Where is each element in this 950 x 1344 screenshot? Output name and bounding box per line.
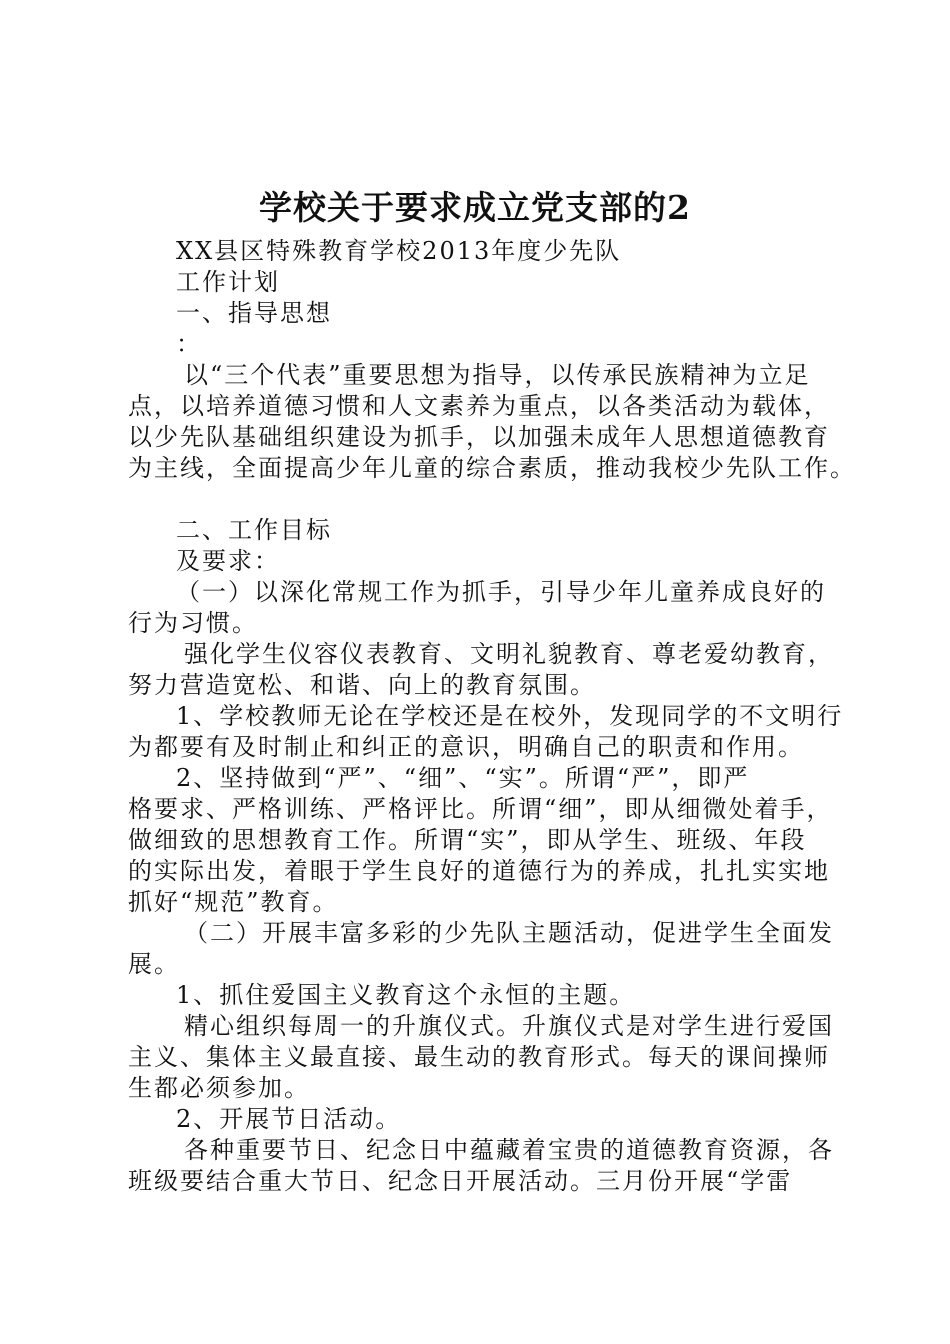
body-line: 行为习惯。	[128, 609, 258, 637]
document-title: 学校关于要求成立党支部的2	[259, 188, 691, 227]
body-line: 1、抓住爱国主义教育这个永恒的主题。	[176, 981, 636, 1009]
body-line: 精心组织每周一的升旗仪式。升旗仪式是对学生进行爱国	[184, 1012, 834, 1040]
body-line: 点，以培养道德习惯和人文素养为重点，以各类活动为载体，	[128, 392, 830, 420]
body-line: 以“三个代表”重要思想为指导，以传承民族精神为立足	[184, 361, 811, 389]
document-body	[128, 236, 856, 1197]
body-line: 班级要结合重大节日、纪念日开展活动。三月份开展“学雷	[128, 1167, 793, 1195]
body-line: 2、坚持做到“严”、“细”、“实”。所谓“严”，即严	[176, 764, 750, 792]
body-line: 格要求、严格训练、严格评比。所谓“细”，即从细微处着手，	[128, 795, 833, 823]
body-line: 展。	[128, 950, 180, 978]
body-line: 主义、集体主义最直接、最生动的教育形式。每天的课间操师	[128, 1043, 830, 1071]
body-line: 为都要有及时制止和纠正的意识，明确自己的职责和作用。	[128, 733, 804, 761]
body-line: （二）开展丰富多彩的少先队主题活动，促进学生全面发	[184, 919, 834, 947]
body-line: 生都必须参加。	[128, 1074, 310, 1102]
body-line: 强化学生仪容仪表教育、文明礼貌教育、尊老爱幼教育，	[184, 640, 834, 668]
body-line: 2、开展节日活动。	[176, 1105, 402, 1133]
body-line: 工作计划	[176, 268, 280, 296]
body-line: 为主线，全面提高少年儿童的综合素质，推动我校少先队工作。	[128, 454, 856, 482]
body-line: 抓好“规范”教育。	[128, 888, 339, 916]
body-line	[128, 484, 848, 515]
body-line: 做细致的思想教育工作。所谓“实”，即从学生、班级、年段	[128, 826, 807, 854]
body-line: ：	[176, 330, 202, 358]
body-line: （一）以深化常规工作为抓手，引导少年儿童养成良好的	[176, 578, 826, 606]
body-line: 及要求：	[176, 547, 280, 575]
body-line: 以少先队基础组织建设为抓手，以加强未成年人思想道德教育	[128, 423, 830, 451]
body-line: XX县区特殊教育学校2013年度少先队	[176, 237, 622, 265]
body-line: 二、工作目标	[176, 516, 332, 544]
body-line: 的实际出发，着眼于学生良好的道德行为的养成，扎扎实实地	[128, 857, 830, 885]
body-line: 各种重要节日、纪念日中蕴藏着宝贵的道德教育资源，各	[184, 1136, 834, 1164]
body-line: 努力营造宽松、和谐、向上的教育氛围。	[128, 671, 596, 699]
body-line: 1、学校教师无论在学校还是在校外，发现同学的不文明行	[176, 702, 844, 730]
body-line: 一、指导思想	[176, 299, 332, 327]
